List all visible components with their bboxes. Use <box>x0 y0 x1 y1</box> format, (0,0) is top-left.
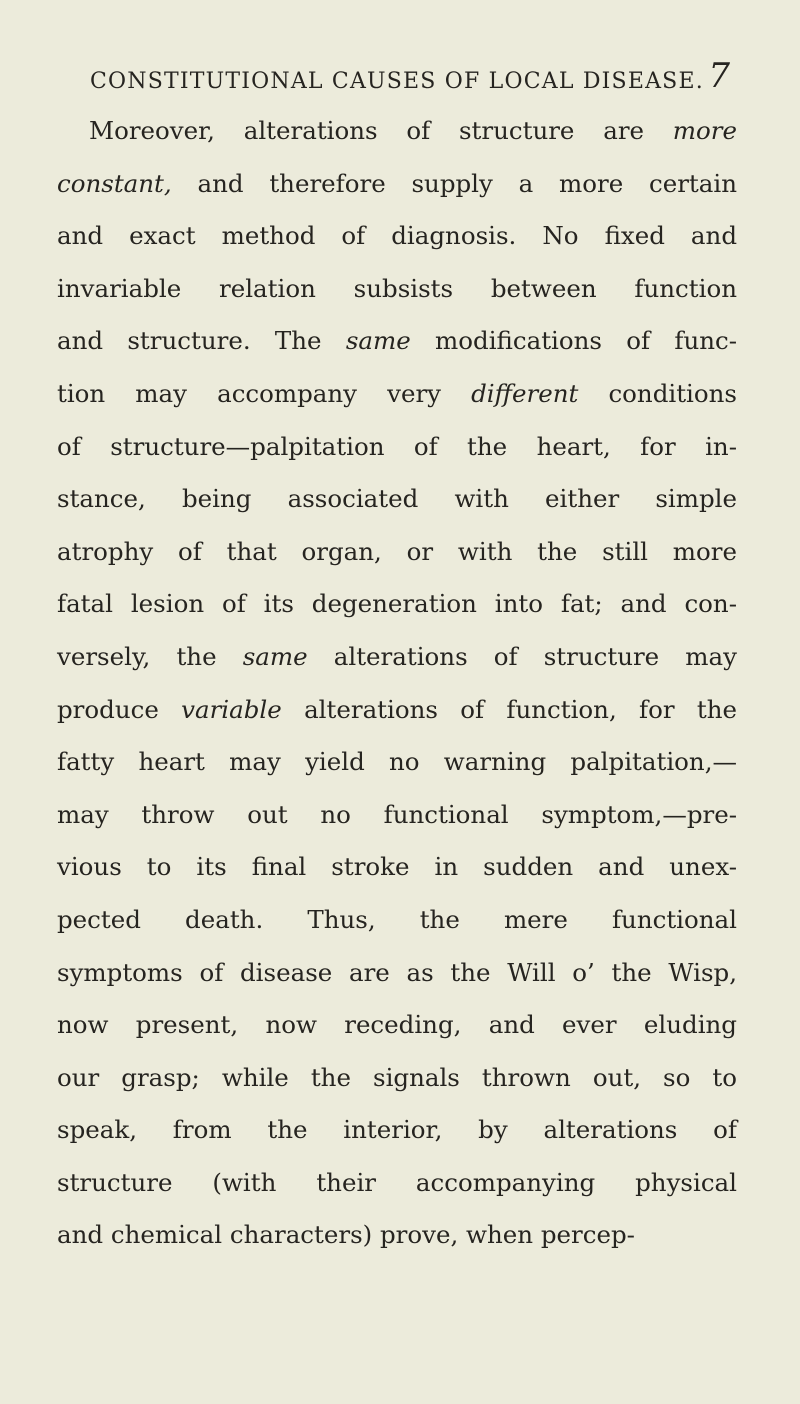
text-segment: tion may accompany very <box>57 378 472 408</box>
text-line <box>57 421 737 474</box>
text-line <box>57 105 737 158</box>
text-line <box>57 1209 737 1262</box>
text-segment: may throw out no functional symptom,—pre- <box>57 799 737 829</box>
text-segment: and chemical characters) prove, when percep- <box>57 1220 635 1250</box>
italic-text: different <box>471 378 579 408</box>
text-segment: and structure. The <box>57 326 346 356</box>
text-line <box>57 158 737 211</box>
text-line <box>57 1052 737 1105</box>
italic-text: more <box>672 116 737 145</box>
text-segment: vious to its final stroke in sudden and unex- <box>57 852 737 882</box>
text-line <box>57 999 737 1052</box>
text-segment: fatal lesion of its degeneration into fat; and con- <box>57 589 737 619</box>
text-segment: Moreover, alterations of structure are <box>89 116 673 145</box>
text-segment: structure (with their accompanying physical <box>57 1167 737 1197</box>
text-line <box>57 315 737 368</box>
text-segment: now present, now receding, and ever eluding <box>57 1010 737 1040</box>
text-segment: versely, the <box>57 641 243 671</box>
text-segment: fatty heart may yield no warning palpitation,— <box>57 747 737 777</box>
text-segment: symptoms of disease are as the Will o’ the Wisp, <box>57 957 737 987</box>
text-segment: stance, being associated with either simple <box>57 484 737 514</box>
text-line <box>57 684 737 737</box>
text-segment: invariable relation subsists between function <box>57 273 737 303</box>
text-line <box>57 1104 737 1157</box>
text-line <box>57 894 737 947</box>
text-segment: modifications of func- <box>410 326 737 356</box>
text-line <box>57 736 737 789</box>
text-line <box>57 1157 737 1210</box>
text-segment: alterations of function, for the <box>281 694 737 724</box>
text-segment: conditions <box>578 378 737 408</box>
text-segment: and therefore supply a more certain <box>171 168 737 198</box>
italic-text: same <box>242 641 308 671</box>
running-head <box>90 56 730 102</box>
running-head-title: CONSTITUTIONAL CAUSES OF LOCAL DISEASE. <box>90 69 704 94</box>
text-segment: speak, from the interior, by alterations of <box>57 1115 737 1145</box>
text-segment: of structure—palpitation of the heart, for in- <box>57 431 737 461</box>
text-segment: our grasp; while the signals thrown out, so to <box>57 1062 737 1092</box>
text-line <box>57 368 737 421</box>
text-line <box>57 947 737 1000</box>
body-paragraph <box>57 105 737 1262</box>
text-line <box>57 473 737 526</box>
italic-text: variable <box>181 694 282 724</box>
text-segment: alterations of structure may <box>307 641 737 671</box>
text-line <box>57 789 737 842</box>
text-line <box>57 210 737 263</box>
italic-text: same <box>345 326 411 356</box>
text-line <box>57 578 737 631</box>
text-segment: atrophy of that organ, or with the still more <box>57 536 737 566</box>
italic-text: constant, <box>57 168 172 198</box>
text-line <box>57 263 737 316</box>
text-line <box>57 526 737 579</box>
text-segment: pected death. Thus, the mere functional <box>57 904 737 934</box>
text-line <box>57 841 737 894</box>
text-segment: produce <box>57 694 182 724</box>
text-line <box>57 631 737 684</box>
page-number: 7 <box>708 56 730 96</box>
text-segment: and exact method of diagnosis. No fixed and <box>57 221 737 251</box>
